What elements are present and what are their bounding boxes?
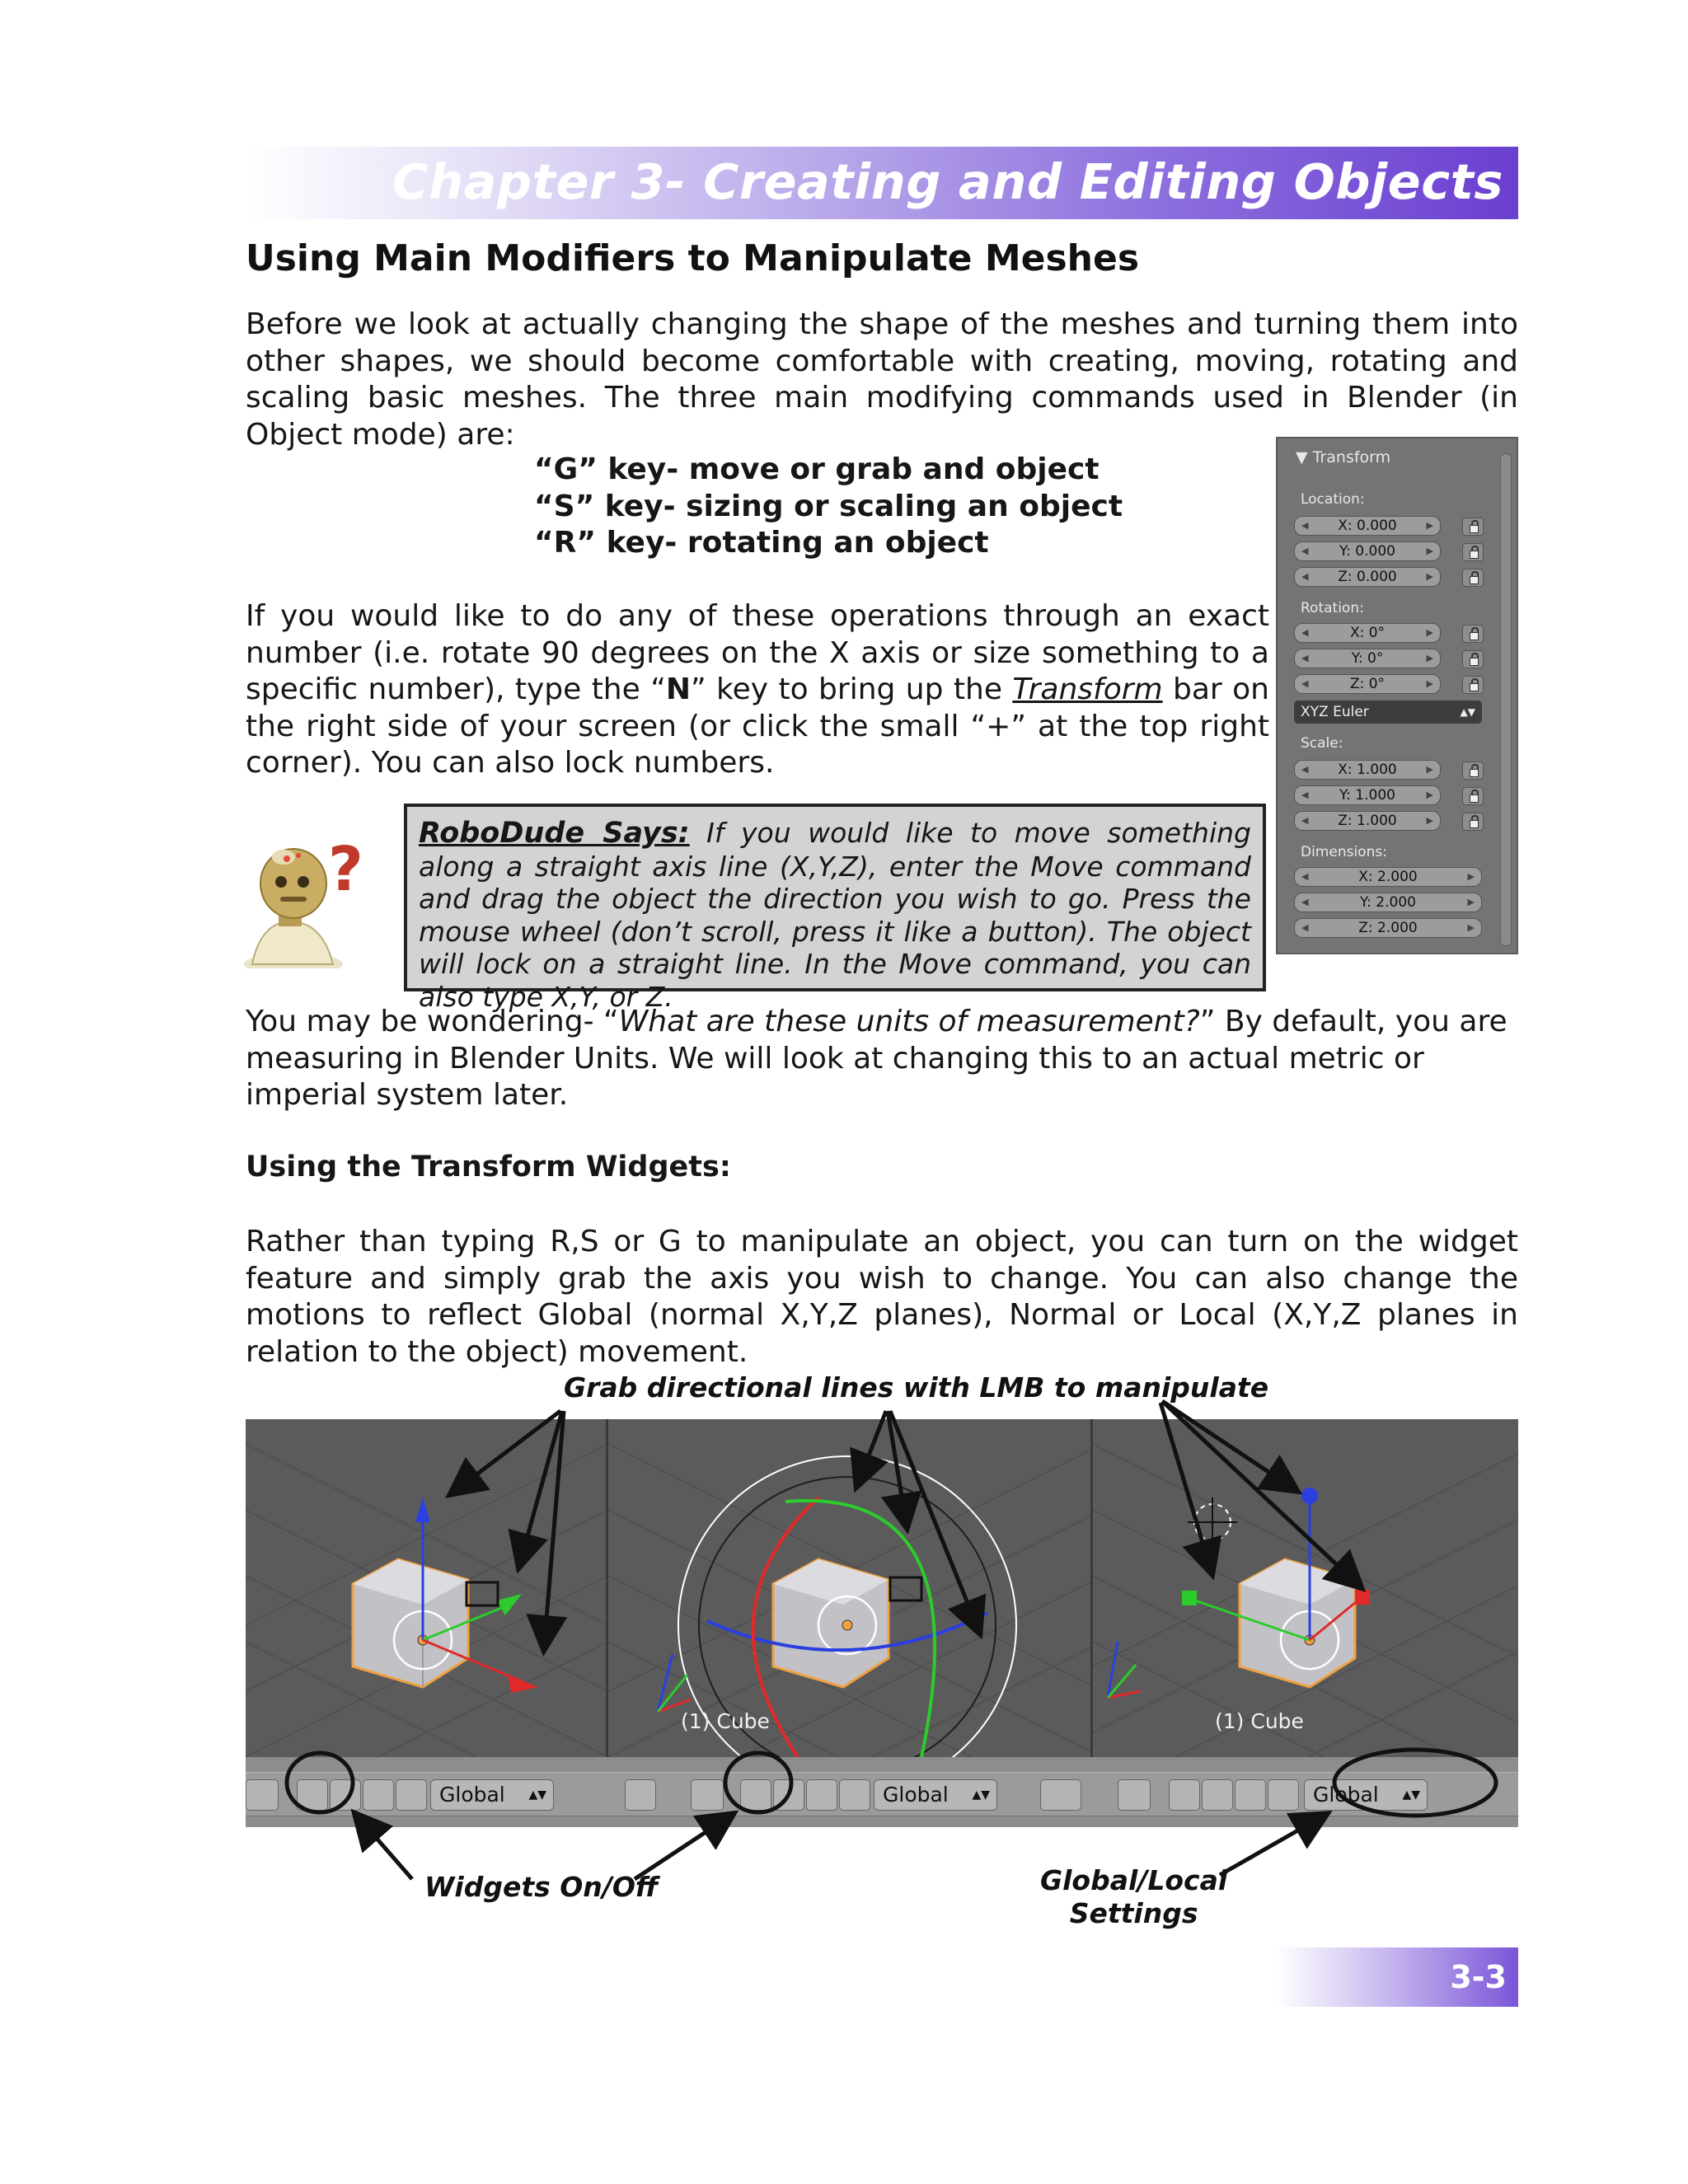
rotation-x-lock-icon[interactable]	[1462, 625, 1484, 643]
active-object-label: (1) Cube	[1215, 1709, 1304, 1733]
location-z-field[interactable]: ◀ Z: 0.000 ▶	[1294, 567, 1441, 587]
intro-paragraph: Before we look at actually changing the shape of the meshes and turning them into other shapes, we should become comfortable with creating, moving, rotating and scaling basic meshes. The three main modifying commands used in Blender (in Object mode) are:	[246, 307, 1518, 452]
snap-icon[interactable]	[1118, 1779, 1151, 1811]
grab-lines-callout: Grab directional lines with LMB to manipulate	[564, 1371, 1269, 1404]
robodude-label: RoboDude Says:	[419, 817, 690, 850]
select-arrows-icon: ▲▼	[1402, 1788, 1420, 1802]
x-scale-handle-icon	[1355, 1590, 1370, 1605]
dimensions-x-field[interactable]: ◀ X: 2.000 ▶	[1294, 867, 1482, 887]
global-local-line-1: Global/Local	[1040, 1864, 1228, 1896]
location-y-lock-icon[interactable]	[1462, 543, 1484, 561]
scale-y-lock-icon[interactable]	[1462, 787, 1484, 805]
scale-widget-scene	[1093, 1419, 1518, 1757]
key-command-list	[534, 452, 1123, 562]
panel-scrollbar[interactable]	[1500, 453, 1512, 946]
n-key-paragraph	[246, 598, 1269, 782]
select-arrows-icon: ▲▼	[972, 1788, 990, 1802]
viewport-header-2	[608, 1757, 1093, 1827]
rotation-label: Rotation:	[1301, 600, 1364, 616]
viewport-rotate-widget[interactable]	[608, 1419, 1093, 1757]
units-paragraph	[246, 1004, 1531, 1114]
move-widget-scene	[246, 1419, 608, 1757]
x-axis-arrow-icon	[508, 1675, 538, 1693]
select-arrows-icon: ▲▼	[1460, 706, 1475, 718]
key-g-item: “G” key- move or grab and object	[534, 452, 1100, 486]
scale-widget-icon[interactable]	[396, 1779, 427, 1811]
translate-widget-icon[interactable]	[773, 1779, 804, 1811]
dimensions-label: Dimensions:	[1301, 844, 1387, 860]
rotation-z-field[interactable]: ◀ Z: 0° ▶	[1294, 674, 1441, 694]
translate-widget-icon[interactable]	[330, 1779, 361, 1811]
manipulator-toggle-icon[interactable]	[740, 1779, 771, 1811]
select-arrows-icon: ▲▼	[528, 1788, 546, 1802]
active-object-label: (1) Cube	[681, 1709, 770, 1733]
chapter-banner	[246, 147, 1518, 219]
rotate-widget-icon[interactable]	[806, 1779, 837, 1811]
scale-z-field[interactable]: ◀ Z: 1.000 ▶	[1294, 811, 1441, 831]
global-local-line-2: Settings	[1069, 1897, 1198, 1929]
robodude-callout-box	[404, 804, 1266, 1013]
units-text-2: ” By default, you are measuring in Blender Units. We will look at changing this to an actual metric or imperial system later.	[246, 1005, 1507, 1112]
rotate-widget-icon[interactable]	[1235, 1779, 1266, 1811]
snap-icon[interactable]	[246, 1779, 279, 1811]
viewport-header-1	[246, 1757, 608, 1827]
y-scale-handle-icon	[1182, 1591, 1197, 1605]
layers-icon[interactable]	[1040, 1779, 1081, 1811]
key-r-item: “R” key- rotating an object	[534, 526, 989, 560]
widgets-toggle-callout: Widgets On/Off	[424, 1871, 659, 1903]
scale-x-lock-icon[interactable]	[1462, 762, 1484, 780]
y-axis-arrow-icon	[497, 1594, 522, 1615]
viewport-move-widget[interactable]	[246, 1419, 608, 1757]
dimensions-z-field[interactable]: ◀ Z: 2.000 ▶	[1294, 918, 1482, 938]
location-x-field[interactable]: ◀ X: 0.000 ▶	[1294, 516, 1441, 536]
page-number: 3-3	[1450, 1959, 1507, 1995]
section-title: Using Main Modifiers to Manipulate Meshes	[246, 237, 1140, 279]
widgets-heading: Using the Transform Widgets:	[246, 1151, 731, 1183]
rotation-y-field[interactable]: ◀ Y: 0° ▶	[1294, 649, 1441, 668]
rotation-y-lock-icon[interactable]	[1462, 650, 1484, 668]
rotation-z-lock-icon[interactable]	[1462, 676, 1484, 694]
transform-orientation-select[interactable]: Global ▲▼	[430, 1779, 554, 1811]
n-para-text-1: If you would like to do any of these operations through an exact number (i.e. rotate 90 degrees on the X axis or size something to a specific number), type the “	[246, 599, 1269, 706]
chapter-title: Chapter 3- Creating and Editing Objects	[392, 153, 1503, 210]
scale-widget-icon[interactable]	[1268, 1779, 1299, 1811]
z-scale-handle-icon	[1301, 1488, 1318, 1504]
location-label: Location:	[1301, 491, 1365, 508]
units-text-1: You may be wondering- “	[246, 1005, 619, 1038]
scale-z-lock-icon[interactable]	[1462, 813, 1484, 831]
n-key-emphasis: N	[665, 673, 691, 706]
location-x-lock-icon[interactable]	[1462, 518, 1484, 536]
transform-link-text: Transform	[1012, 673, 1163, 706]
collapse-triangle-icon: ▼	[1296, 448, 1313, 466]
rotation-mode-select[interactable]: XYZ Euler ▲▼	[1294, 701, 1482, 724]
key-s-item: “S” key- sizing or scaling an object	[534, 489, 1123, 523]
scale-y-field[interactable]: ◀ Y: 1.000 ▶	[1294, 785, 1441, 805]
viewport-header-3	[1093, 1757, 1518, 1827]
location-z-lock-icon[interactable]	[1462, 569, 1484, 587]
z-axis-arrow-icon	[415, 1497, 430, 1522]
transform-panel	[1276, 437, 1518, 954]
transform-panel-header[interactable]: ▼ Transform	[1296, 448, 1391, 466]
rotate-widget-icon[interactable]	[363, 1779, 394, 1811]
pivot-point-icon[interactable]	[625, 1779, 656, 1811]
snap-icon[interactable]	[691, 1779, 724, 1811]
scale-label: Scale:	[1301, 735, 1343, 752]
n-para-text-3: bar on the right side of your screen (or click the small “+” at the top right corner). You can also lock numbers.	[246, 673, 1269, 780]
transform-orientation-select[interactable]: Global ▲▼	[1304, 1779, 1428, 1811]
translate-widget-icon[interactable]	[1202, 1779, 1233, 1811]
robodude-figure	[244, 824, 409, 968]
location-y-field[interactable]: ◀ Y: 0.000 ▶	[1294, 541, 1441, 561]
viewport-scale-widget[interactable]	[1093, 1419, 1518, 1757]
robodude-text: If you would like to move something along a straight axis line (X,Y,Z), enter the Move command and drag the object the direction you wish to go. Press the mouse wheel (don’t scroll, press it like a button). The object will lock on a straight line. In the Move command, you can also type X,Y, or Z.	[419, 817, 1251, 1013]
widgets-paragraph: Rather than typing R,S or G to manipulate an object, you can turn on the widget feature and simply grab the axis you wish to change. You can also change the motions to reflect Global (normal X,Y,Z planes), Normal or Local (X,Y,Z planes in relation to the object) movement.	[246, 1225, 1518, 1369]
transform-orientation-select[interactable]: Global ▲▼	[874, 1779, 997, 1811]
manipulator-toggle-icon[interactable]	[1169, 1779, 1200, 1811]
manipulator-toggle-icon[interactable]	[297, 1779, 328, 1811]
units-question: What are these units of measurement?	[618, 1005, 1200, 1038]
global-local-callout	[1040, 1864, 1227, 1930]
question-mark-icon: ?	[328, 834, 363, 905]
scale-widget-icon[interactable]	[839, 1779, 870, 1811]
n-para-text-2: ” key to bring up the	[690, 673, 1013, 706]
rotate-widget-scene	[608, 1419, 1093, 1757]
widget-screenshot	[246, 1419, 1518, 1827]
page-number-tab	[1276, 1947, 1518, 2007]
rotation-x-field[interactable]: ◀ X: 0° ▶	[1294, 623, 1441, 643]
dimensions-y-field[interactable]: ◀ Y: 2.000 ▶	[1294, 893, 1482, 912]
scale-x-field[interactable]: ◀ X: 1.000 ▶	[1294, 760, 1441, 780]
